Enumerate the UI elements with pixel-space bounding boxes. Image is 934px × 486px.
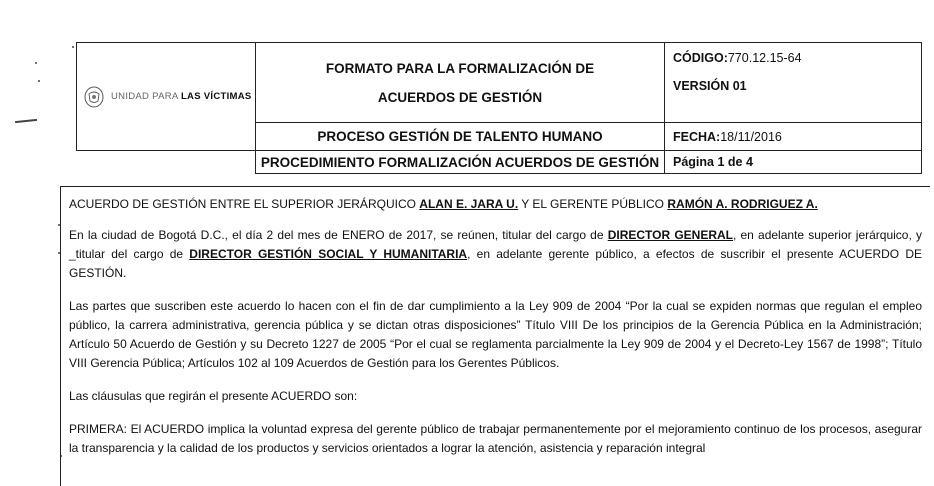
clauses-intro: Las cláusulas que regirán el presente ACUERDO son: bbox=[69, 389, 358, 403]
empty-cell bbox=[77, 151, 256, 174]
version-field: VERSIÓN 01 bbox=[673, 79, 747, 93]
document-title-line-1: FORMATO PARA LA FORMALIZACIÓN DE bbox=[325, 60, 595, 76]
page-number: Página 1 de 4 bbox=[665, 151, 922, 174]
clause-first: PRIMERA: El ACUERDO implica la voluntad expresa del gerente público de trabajar permanentemente por el mejoramiento continuo de los procesos, asegurar la transparencia y la calidad de los productos y servicios orientados a lograr la atención, asistencia y reparación integral bbox=[69, 422, 922, 455]
agreement-heading: ACUERDO DE GESTIÓN ENTRE EL SUPERIOR JERÁRQUICO ALAN E. JARA U. Y EL GERENTE PÚBLICO RAMÓN A. RODRIGUEZ A. bbox=[69, 197, 818, 211]
logo-text: UNIDAD PARA LAS VÍCTIMAS bbox=[111, 91, 252, 102]
process-name: PROCESO GESTIÓN DE TALENTO HUMANO bbox=[256, 123, 665, 151]
document-header-table bbox=[76, 42, 922, 174]
legal-basis-paragraph: Las partes que suscriben este acuerdo lo hacen con el fin de dar cumplimiento a la Ley 909 de 2004 “Por la cual se expiden normas que regulan el empleo público, la carrera administrativa, gerencia pública y se dictan otras disposiciones” Título VIII De los principios de la Gerencia Pública en la Administración; Artículo 50 Acuerdo de Gestión y su Decreto 1227 de 2005 “Por el cual se reglamenta parcialmente la Ley 909 de 2004 y el Decreto-Ley 1567 de 1998”; Título VIII Gerencia Pública; Artículos 102 al 109 Acuerdos de Gestión para los Gerentes Públicos. bbox=[69, 299, 922, 370]
scan-speck bbox=[72, 46, 74, 48]
scan-speck bbox=[38, 80, 40, 82]
code-version-cell bbox=[665, 43, 922, 123]
document-title bbox=[256, 43, 665, 123]
meeting-paragraph: En la ciudad de Bogotá D.C., el día 2 del mes de ENERO de 2017, se reúnen, titular del cargo de DIRECTOR GENERAL, en adelante superior jerárquico, y _titular del cargo de DIRECTOR GESTIÓN SOCIAL Y HUMANITARIA, en adelante gerente público, a efectos de suscribir el presente ACUERDO DE GESTIÓN. bbox=[69, 228, 923, 280]
scan-speck bbox=[35, 62, 37, 64]
logo-cell bbox=[77, 43, 256, 151]
manager-position: DIRECTOR GESTIÓN SOCIAL Y HUMANITARIA bbox=[189, 247, 468, 261]
code-field: CÓDIGO:770.12.15-64 bbox=[673, 51, 802, 65]
agreement-body bbox=[60, 186, 930, 486]
superior-name: ALAN E. JARA U. bbox=[419, 197, 519, 211]
coat-of-arms-icon bbox=[83, 85, 105, 109]
date-field: FECHA:18/11/2016 bbox=[665, 123, 922, 151]
scan-speck bbox=[15, 119, 37, 123]
document-title-line-2: ACUERDOS DE GESTIÓN bbox=[377, 89, 543, 105]
procedure-name: PROCEDIMIENTO FORMALIZACIÓN ACUERDOS DE GESTIÓN bbox=[256, 151, 665, 174]
manager-name: RAMÓN A. RODRIGUEZ A. bbox=[667, 197, 818, 211]
superior-position: DIRECTOR GENERAL bbox=[607, 228, 733, 242]
